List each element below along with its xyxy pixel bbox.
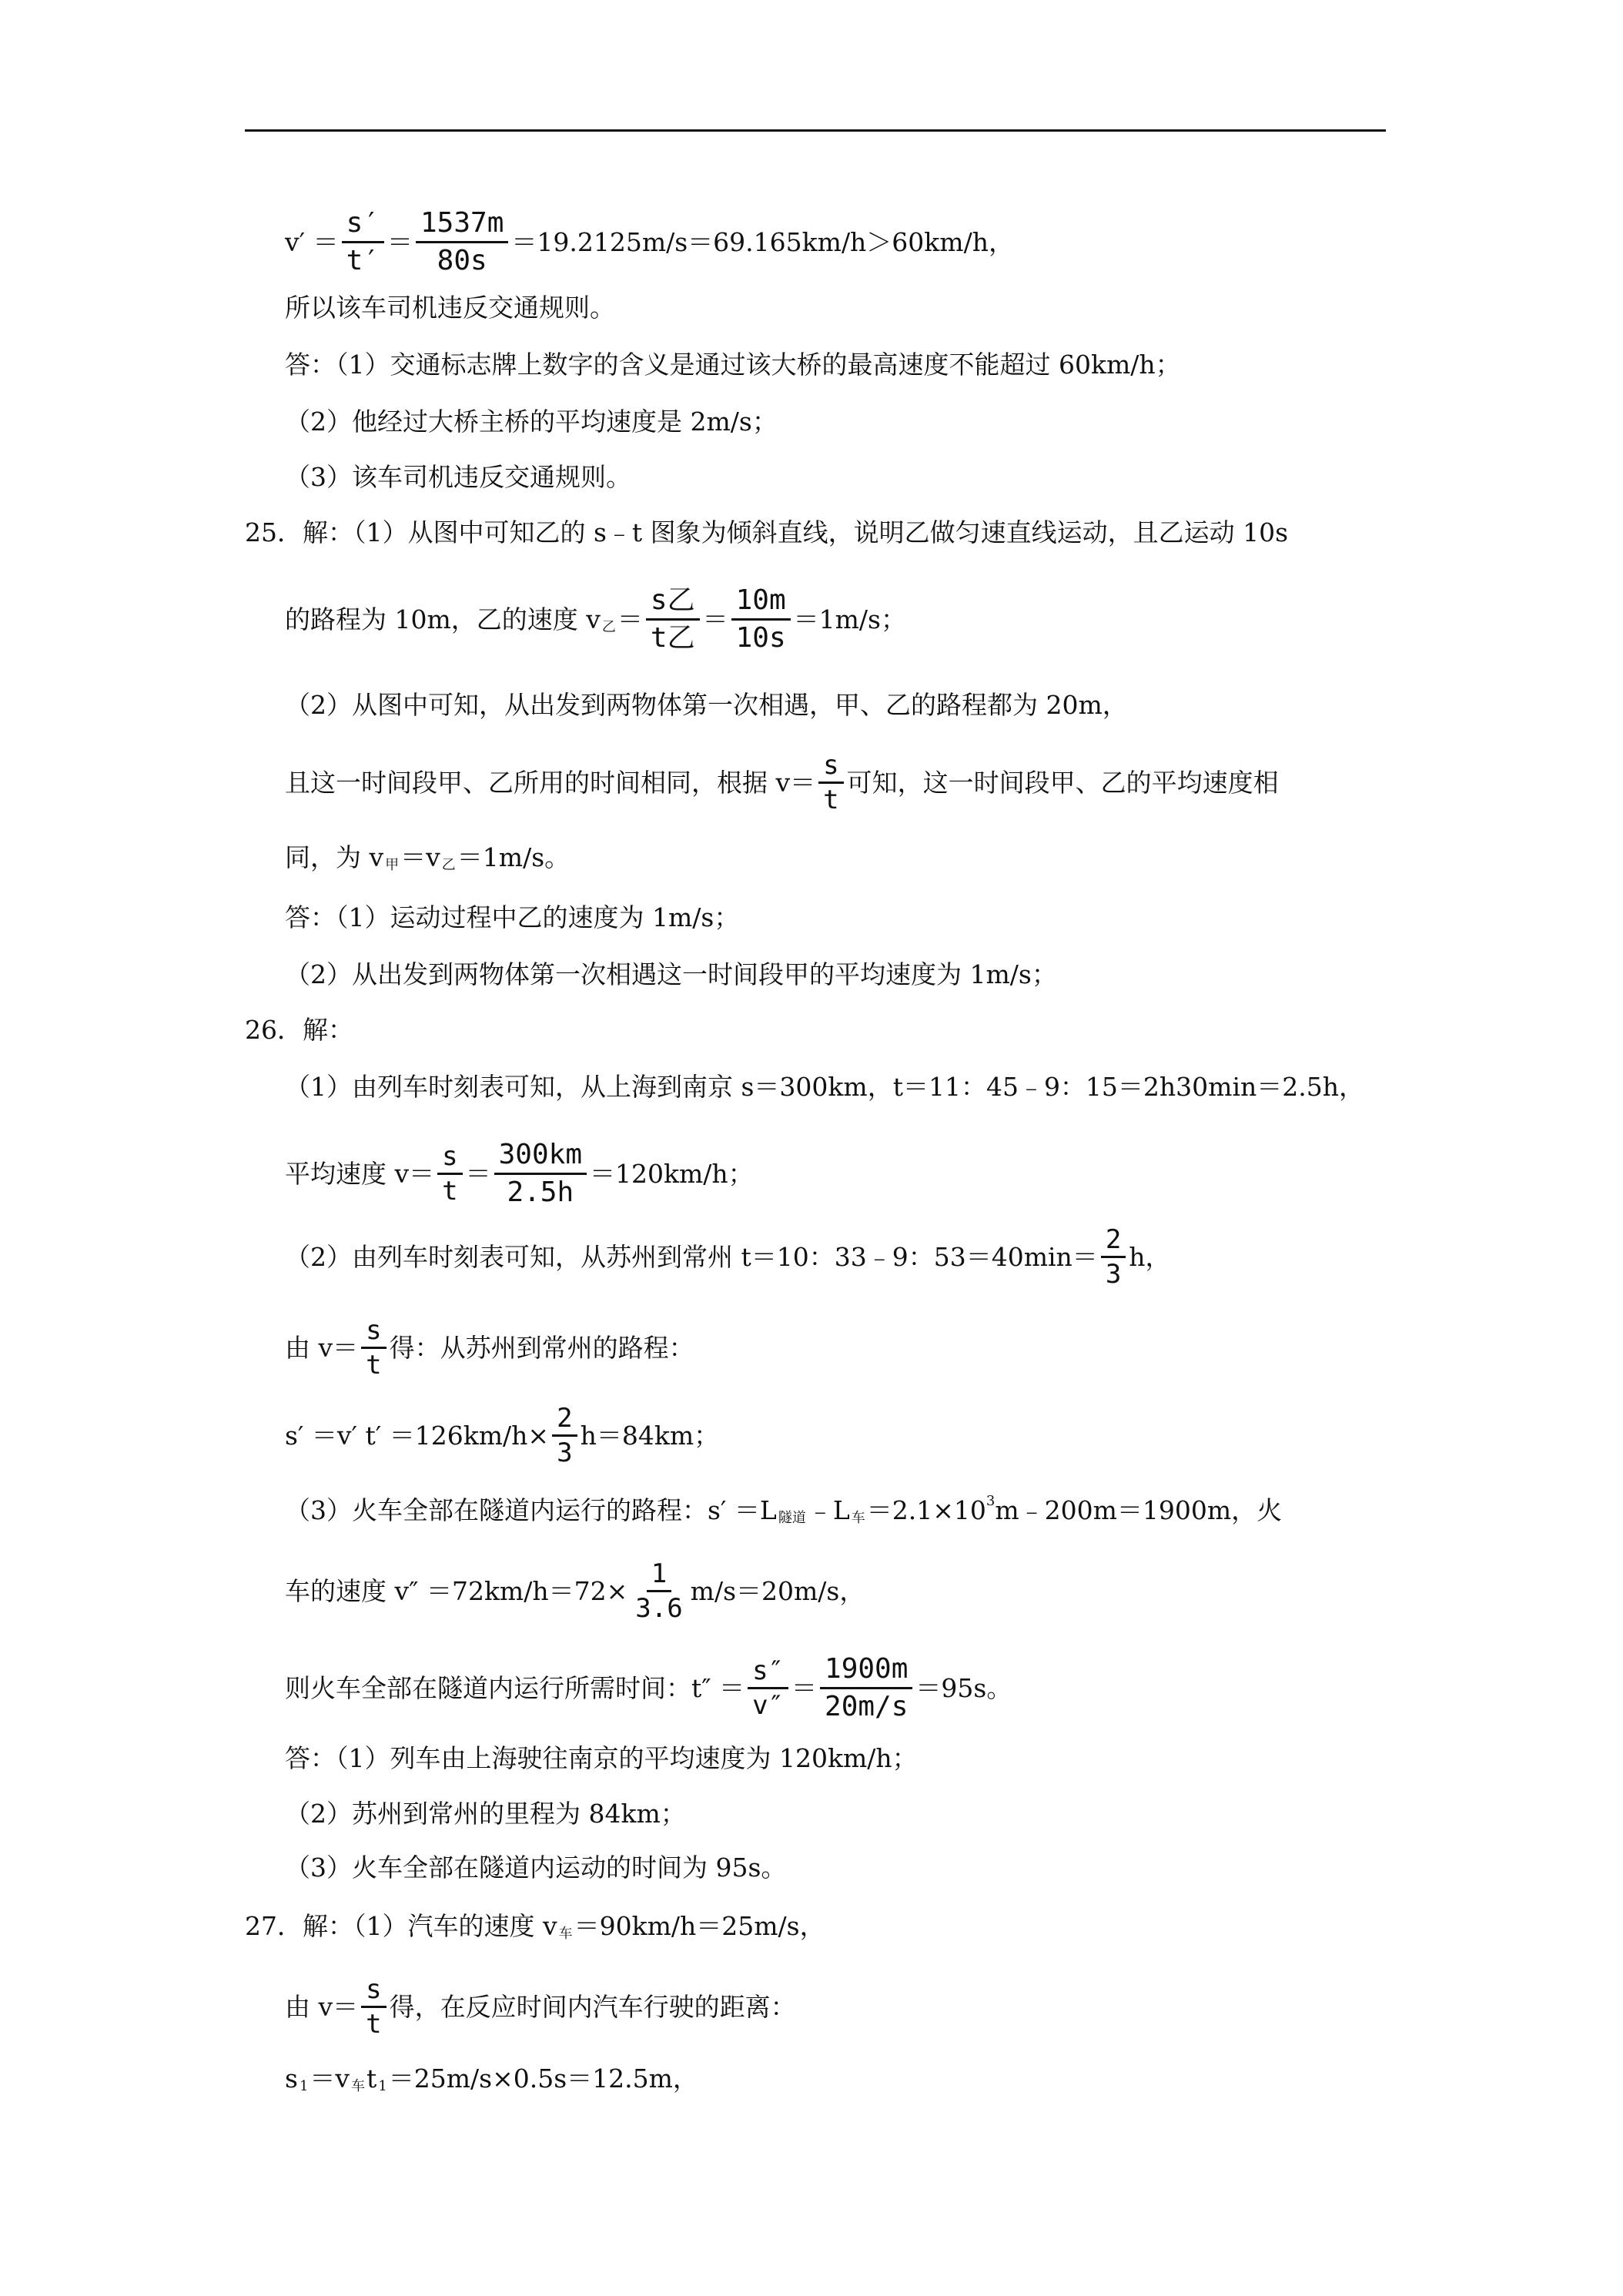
text-segment: 答：（1）交通标志牌上数字的含义是通过该大桥的最高速度不能超过 60km/h； bbox=[285, 350, 1181, 380]
text-segment: （2）由列车时刻表可知，从苏州到常州 t＝10：33﹣9：53＝40min＝ bbox=[285, 1241, 1098, 1272]
text-segment: 可知，这一时间段甲、乙的平均速度相 bbox=[846, 767, 1279, 798]
subscript: 1 bbox=[299, 2078, 309, 2094]
fraction-1900m-over-20ms bbox=[820, 1654, 912, 1722]
text-segment: （2）苏州到常州的里程为 84km； bbox=[285, 1799, 686, 1829]
subscript: 乙 bbox=[441, 857, 456, 873]
text-segment: 平均速度 v＝ bbox=[285, 1158, 435, 1189]
text-line-22 bbox=[285, 1742, 918, 1776]
fraction-numerator: 300km bbox=[494, 1140, 587, 1175]
text-segment: （3）火车全部在隧道内运行的路程：s′ ＝L bbox=[285, 1495, 777, 1525]
text-segment: 同，为 v bbox=[285, 842, 384, 872]
fraction-numerator: 1 bbox=[647, 1560, 671, 1592]
text-segment: ＝ bbox=[465, 1158, 491, 1189]
text-line-21 bbox=[285, 1654, 1012, 1722]
fraction-numerator: s′ bbox=[342, 208, 384, 243]
subscript: 甲 bbox=[385, 857, 400, 873]
header-rule bbox=[245, 129, 1386, 132]
text-segment: （3）火车全部在隧道内运动的时间为 95s。 bbox=[285, 1853, 787, 1883]
text-line-25 bbox=[245, 1909, 825, 1943]
fraction-denominator: t bbox=[366, 2009, 382, 2040]
text-segment: ＝v bbox=[310, 2063, 350, 2094]
fraction-denominator: 3 bbox=[1105, 1259, 1122, 1290]
text-segment: 答：（1）运动过程中乙的速度为 1m/s； bbox=[285, 902, 740, 932]
fraction-denominator: v″ bbox=[752, 1690, 785, 1721]
fraction-denominator: t bbox=[823, 785, 839, 815]
text-segment: ＝ bbox=[702, 604, 728, 634]
fraction-numerator: s″ bbox=[748, 1657, 788, 1689]
text-line-5 bbox=[285, 460, 631, 494]
subscript: 车 bbox=[351, 2078, 366, 2094]
fraction-s-over-t bbox=[437, 1143, 462, 1205]
text-line-1 bbox=[285, 208, 1014, 276]
fraction-300km-over-2.5h bbox=[494, 1140, 587, 1208]
text-segment: ＝ bbox=[617, 604, 643, 634]
text-line-26 bbox=[285, 1976, 796, 2038]
fraction-s-over-t-yi bbox=[646, 585, 700, 654]
fraction-denominator: 10s bbox=[735, 622, 786, 654]
fraction-denominator: t bbox=[442, 1176, 458, 1207]
fraction-numerator: 2 bbox=[552, 1404, 577, 1437]
text-line-6 bbox=[245, 516, 1288, 550]
text-segment: ＝95s。 bbox=[915, 1672, 1012, 1703]
fraction-numerator: s bbox=[437, 1143, 462, 1175]
text-segment: 则火车全部在隧道内运行所需时间：t″ ＝ bbox=[285, 1672, 745, 1703]
text-segment: ＝25m/s×0.5s＝12.5m， bbox=[388, 2063, 698, 2094]
text-segment: ＝1m/s； bbox=[793, 604, 906, 634]
text-line-9 bbox=[285, 751, 1279, 814]
text-segment: 27．解：（1）汽车的速度 v bbox=[245, 1911, 557, 1941]
text-line-18 bbox=[285, 1404, 719, 1467]
text-segment: （2）从图中可知，从出发到两物体第一次相遇，甲、乙的路程都为 20m， bbox=[285, 690, 1128, 720]
fraction-numerator: s bbox=[361, 1976, 386, 2008]
text-segment: v′ ＝ bbox=[285, 226, 339, 257]
text-line-16 bbox=[285, 1226, 1171, 1288]
text-line-20 bbox=[285, 1560, 865, 1622]
fraction-1-over-3.6 bbox=[631, 1560, 687, 1622]
text-segment: （2）他经过大桥主桥的平均速度是 2m/s； bbox=[285, 407, 778, 437]
fraction-1537m-over-80s bbox=[416, 208, 508, 276]
text-segment: 答：（1）列车由上海驶往南京的平均速度为 120km/h； bbox=[285, 1743, 918, 1773]
text-line-3 bbox=[285, 348, 1181, 382]
fraction-numerator: s bbox=[361, 1317, 386, 1349]
text-segment: ＝1m/s。 bbox=[457, 842, 571, 872]
text-segment: ＝19.2125m/s＝69.165km/h＞60km/h， bbox=[511, 226, 1014, 257]
fraction-denominator: 3 bbox=[557, 1438, 573, 1468]
text-segment: 由 v＝ bbox=[285, 1991, 359, 2022]
text-segment: t bbox=[366, 2063, 377, 2094]
text-line-12 bbox=[285, 958, 1057, 992]
text-segment: 所以该车司机违反交通规则。 bbox=[285, 293, 615, 323]
fraction-denominator: 20m/s bbox=[825, 1691, 909, 1722]
text-line-19 bbox=[285, 1494, 1282, 1528]
fraction-numerator: 1537m bbox=[416, 208, 508, 243]
text-segment: m/s＝20m/s， bbox=[690, 1575, 865, 1606]
fraction-numerator: s bbox=[818, 751, 843, 784]
text-segment: 25．解：（1）从图中可知乙的 s﹣t 图象为倾斜直线，说明乙做匀速直线运动，且乙运动 10s bbox=[245, 517, 1289, 547]
subscript: 车 bbox=[558, 1926, 573, 1942]
text-line-7 bbox=[285, 585, 906, 654]
fraction-denominator: 2.5h bbox=[507, 1176, 574, 1208]
subscript: 1 bbox=[378, 2078, 387, 2094]
fraction-denominator: 80s bbox=[437, 245, 487, 276]
fraction-denominator: t乙 bbox=[650, 622, 695, 654]
fraction-numerator: 10m bbox=[731, 585, 791, 621]
superscript: 3 bbox=[986, 1493, 996, 1509]
text-line-10 bbox=[285, 841, 570, 875]
text-segment: 车的速度 v″ ＝72km/h＝72× bbox=[285, 1575, 628, 1606]
fraction-s-over-t bbox=[818, 751, 843, 814]
text-segment: 得，在反应时间内汽车行驶的距离： bbox=[389, 1991, 796, 2022]
text-segment: s bbox=[285, 2063, 298, 2094]
text-line-11 bbox=[285, 901, 739, 935]
fraction-10m-over-10s bbox=[731, 585, 791, 654]
fraction-s-prime-over-t-prime bbox=[342, 208, 384, 276]
fraction-numerator: 2 bbox=[1101, 1226, 1126, 1258]
text-line-2 bbox=[285, 291, 615, 325]
fraction-denominator: t bbox=[366, 1350, 382, 1381]
text-line-8 bbox=[285, 688, 1128, 722]
fraction-denominator: t′ bbox=[346, 245, 380, 276]
text-line-15 bbox=[285, 1140, 754, 1208]
text-line-23 bbox=[285, 1797, 686, 1831]
text-line-27 bbox=[285, 2062, 698, 2096]
text-segment: ＝ bbox=[387, 226, 413, 257]
text-line-24 bbox=[285, 1851, 786, 1885]
subscript: 隧道 bbox=[778, 1510, 806, 1526]
text-line-14 bbox=[285, 1070, 1364, 1104]
text-segment: h＝84km； bbox=[580, 1420, 720, 1451]
text-segment: 由 v＝ bbox=[285, 1332, 359, 1363]
text-segment: 26．解： bbox=[245, 1015, 353, 1045]
text-segment: m﹣200m＝1900m，火 bbox=[995, 1495, 1283, 1525]
text-segment: ＝v bbox=[400, 842, 440, 872]
text-segment: ﹣L bbox=[807, 1495, 850, 1525]
text-segment: （3）该车司机违反交通规则。 bbox=[285, 462, 631, 492]
text-segment: ＝90km/h＝25m/s， bbox=[574, 1911, 825, 1941]
subscript: 乙 bbox=[601, 618, 616, 635]
fraction-s-over-t bbox=[361, 1976, 386, 2038]
text-line-13 bbox=[245, 1013, 353, 1047]
text-line-4 bbox=[285, 405, 778, 439]
text-segment: （1）由列车时刻表可知，从上海到南京 s＝300km，t＝11：45﹣9：15＝2h30min＝2.5h， bbox=[285, 1072, 1365, 1102]
text-segment: 的路程为 10m，乙的速度 v bbox=[285, 604, 601, 634]
fraction-2-over-3 bbox=[552, 1404, 577, 1467]
text-segment: ＝120km/h； bbox=[590, 1158, 754, 1189]
fraction-s-over-t bbox=[361, 1317, 386, 1379]
text-segment: （2）从出发到两物体第一次相遇这一时间段甲的平均速度为 1m/s； bbox=[285, 959, 1057, 989]
text-segment: ＝2.1×10 bbox=[866, 1495, 986, 1525]
text-line-17 bbox=[285, 1317, 694, 1379]
text-segment: 得：从苏州到常州的路程： bbox=[389, 1332, 694, 1363]
fraction-numerator: s乙 bbox=[646, 585, 700, 621]
fraction-numerator: 1900m bbox=[820, 1654, 912, 1689]
subscript: 车 bbox=[851, 1510, 865, 1526]
text-segment: ＝ bbox=[791, 1672, 818, 1703]
text-segment: s′ ＝v′ t′ ＝126km/h× bbox=[285, 1420, 550, 1451]
fraction-denominator: 3.6 bbox=[635, 1593, 683, 1624]
fraction-s2-over-v2 bbox=[748, 1657, 788, 1719]
text-segment: 且这一时间段甲、乙所用的时间相同，根据 v＝ bbox=[285, 767, 816, 798]
text-segment: h， bbox=[1129, 1241, 1171, 1272]
fraction-2-over-3 bbox=[1101, 1226, 1126, 1288]
